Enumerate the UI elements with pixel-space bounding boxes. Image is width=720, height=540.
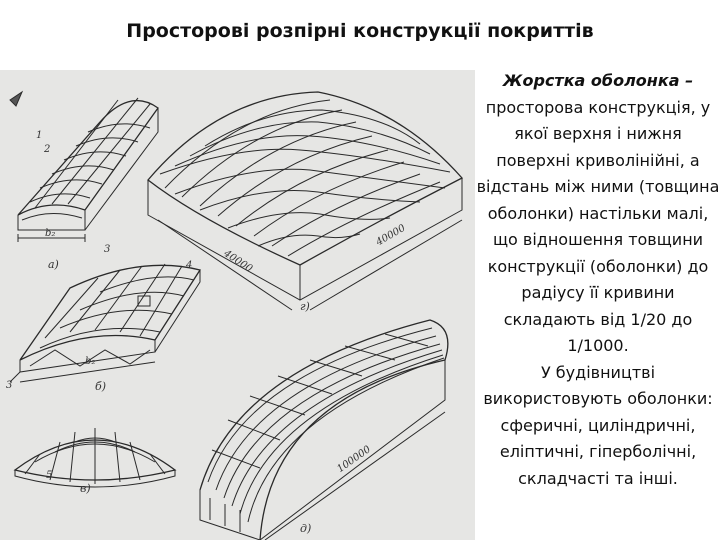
- callout-number-2: 2: [44, 144, 51, 155]
- shell-structures-figure: [0, 70, 475, 540]
- slide-title: Просторові розпірні конструкції покриттів: [126, 20, 594, 42]
- ribbed-vault-drawing: [200, 320, 448, 540]
- shell-drawings: [0, 70, 475, 540]
- usage-paragraph: У будівництві використовують оболонки: сферичні, циліндричні, еліптичні, гіперболічні, складчасті та інші.: [483, 362, 713, 488]
- callout-number-4: 4: [186, 260, 193, 271]
- figure-label-d: д): [300, 522, 312, 535]
- dimension-span-d: 100000: [335, 444, 373, 475]
- callout-number-3: 3: [104, 244, 111, 255]
- dimension-span-g1: 40000: [221, 248, 255, 275]
- figure-label-a: а): [48, 258, 59, 271]
- dimension-span-g2: 40000: [374, 222, 408, 249]
- cylindrical-shell-drawing: [18, 98, 158, 242]
- dimension-b2-b: b₂: [85, 356, 96, 367]
- figure-label-g: г): [300, 300, 310, 313]
- definition-term: Жорстка оболонка –: [502, 71, 694, 90]
- callout-number-3b: 3: [6, 380, 13, 391]
- figure-label-b: б): [95, 380, 107, 393]
- truss-shell-drawing: [10, 264, 200, 382]
- definition-paragraph: [476, 68, 720, 360]
- callout-number-1: 1: [36, 130, 43, 141]
- definition-text-block: [476, 68, 720, 492]
- definition-body: просторова конструкція, у якої верхня і нижня поверхні криволінійні, а відстань між ними (товщина оболонки) настільки малі, що відношення товщини конструкції (оболонки) до радіусу її кривини складають від 1/20 до 1/1000.: [476, 97, 720, 355]
- dimension-b2-a: b₂: [45, 228, 56, 239]
- figure-label-v: в): [80, 482, 91, 495]
- callout-number-5: 5: [46, 470, 53, 481]
- spherical-shell-drawing: [15, 428, 175, 487]
